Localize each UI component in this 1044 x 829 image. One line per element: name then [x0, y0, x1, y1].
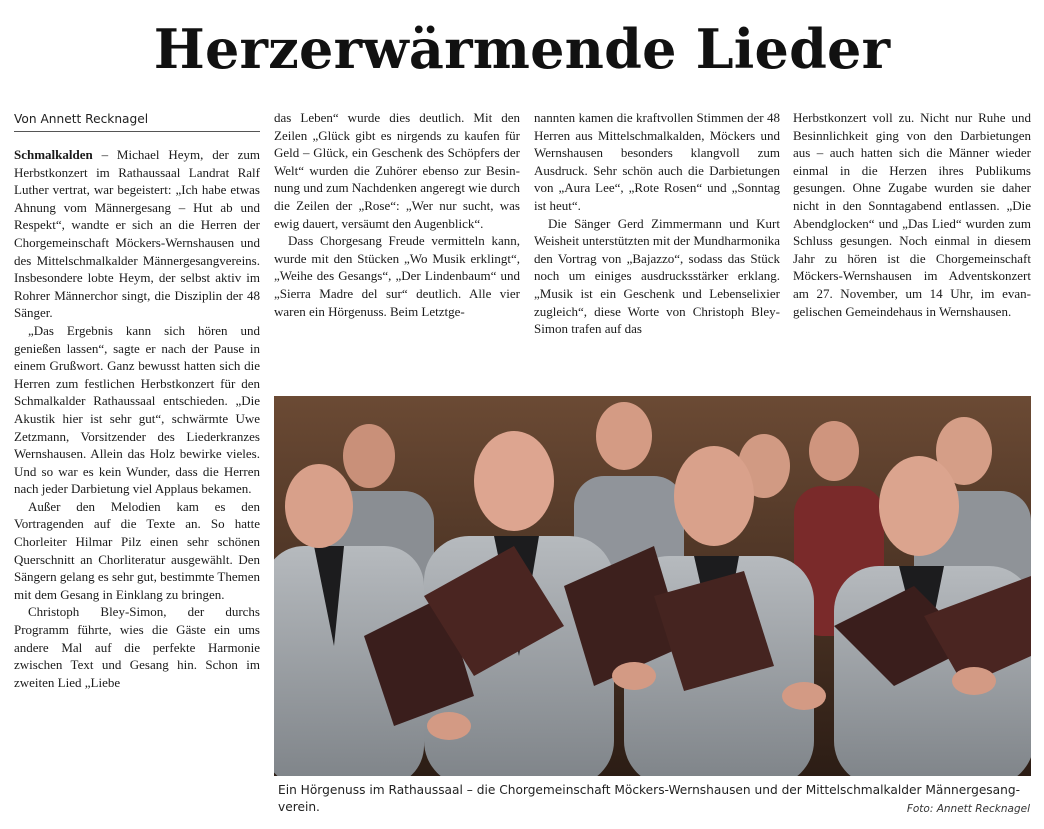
paragraph: nannten kamen die kraftvollen Stimmen der 48 Herren aus Mittelschmalkalden, Möckers und Wernshausen besonders klangvoll zum Ausdruck. Sehr schön auch die Darbietungen von „Aura Lee“, „Rote Rosen“ und „Sonntag ist heut“.: [534, 110, 780, 213]
photo-credit: Foto: Annett Recknagel: [906, 803, 1030, 815]
byline-rule: [14, 131, 260, 132]
byline: Von Annett Recknagel: [14, 112, 149, 126]
headline: Herzerwärmende Lieder: [153, 17, 891, 81]
paragraph: das Leben“ wurde dies deutlich. Mit den Zeilen „Glück gibt es nirgends zu kaufen für Geld – Glück, ein Geschenk des Schöpfers der Welt“ wurden die Zuhörer ebenso zur Besinnung und zum Nachdenken angeregt wie durch die Zeilen der „Rose“: „Wer nur sucht, was ewig dauert, versäumt den Augenblick“.: [274, 110, 520, 231]
article-column-1: [14, 146, 260, 691]
article-column-3: [534, 109, 780, 338]
photo-caption: Ein Hörgenuss im Rathaussaal – die Chorgemeinschaft Möckers-Wernshausen und der Mittelschmalkalder Männergesangverein.: [278, 783, 1020, 814]
article-column-2: [274, 109, 520, 320]
paragraph: „Das Ergebnis kann sich hören und genießen lassen“, sagte er nach der Pause in einem Grußwort. Ganz bewusst hatten sich die Herren zum festlichen Herbstkonzert für den Schmalkalder Rathaussaal entschieden. „Die Akustik hier ist sehr gut“, schwärmte Uwe Zetzmann, Vorsitzender des Liederkranzes Wernshausen. Allein das Holz bewirke vieles. Und so war es kein Wunder, dass die Herren nach jeder Darbietung viel Applaus bekamen.: [14, 322, 260, 497]
paragraph: Die Sänger Gerd Zimmermann und Kurt Weisheit unterstützten mit der Mundharmonika den Vortrag von „Bajazzo“, sodass das Stück noch um einiges ausdrucksstärker erklang. „Musik ist ein Geschenk und Lebenselixier zugleich“, diese Worte von Christoph Bley-Simon trafen auf das: [534, 215, 780, 337]
choir-photo: [274, 396, 1031, 776]
paragraph: Außer den Melodien kam es den Vortragenden auf die Texte an. So hatte Chorleiter Hilmar Pilz einen sehr schönen Querschnitt an Chorliteratur ausgewählt. Den Sängern gelang es sehr gut, bestimmte Themen mit dem Gesang in Einklang zu bringen.: [14, 498, 260, 602]
paragraph: Dass Chorgesang Freude vermitteln kann, wurde mit den Stücken „Wo Musik erklingt“, „Weihe des Gesangs“, „Der Lindenbaum“ und „Sierra Madre del sur“ deutlich. Alle vier waren ein Hörgenuss. Beim Letztge-: [274, 233, 520, 319]
paragraph: Herbstkonzert voll zu. Nicht nur Ruhe und Besinnlichkeit ging von den Darbietungen aus – auch hatten sich die Männer wieder einmal in die Herzen ihres Publikums gesungen. Ohne Zugabe wurden sie daher nicht in den Sonntagabend entlassen. „Die Abendglocken“ und „Das Lied“ wurden zum Schluss gesungen. Noch einmal in diesem Jahr zu hören ist die Chorgemeinschaft Möckers-Wernshausen im Adventskonzert am 27. November, um 14 Uhr, im evangelischen Gemeindehaus in Wernshausen.: [793, 110, 1031, 319]
paragraph-text: – Michael Heym, der zum Herbstkonzert im Rathaussaal Landrat Ralf Luther vertrat, war begeistert: „Ich habe etwas Ahnung vom Männergesang – Hut ab und Respekt“, wandte er sich an die Herren der Chorgemeinschaft Möckers-Wernshausen und des Mittelschmalkalder Männergesangvereins. Insbesondere lobte Heym, der selbst aktiv im Rohrer Männerchor singt, die Disziplin der 48 Sänger.: [14, 147, 260, 321]
dateline: Schmalkalden: [14, 147, 93, 162]
paragraph: [14, 146, 260, 322]
article-column-4: [793, 109, 1031, 320]
paragraph: Christoph Bley-Simon, der durchs Programm führte, wies die Gäste ein ums andere Mal auf die perfekte Harmonie zwischen Text und Gesang hin. Schon im zweiten Lied „Liebe: [14, 604, 260, 690]
